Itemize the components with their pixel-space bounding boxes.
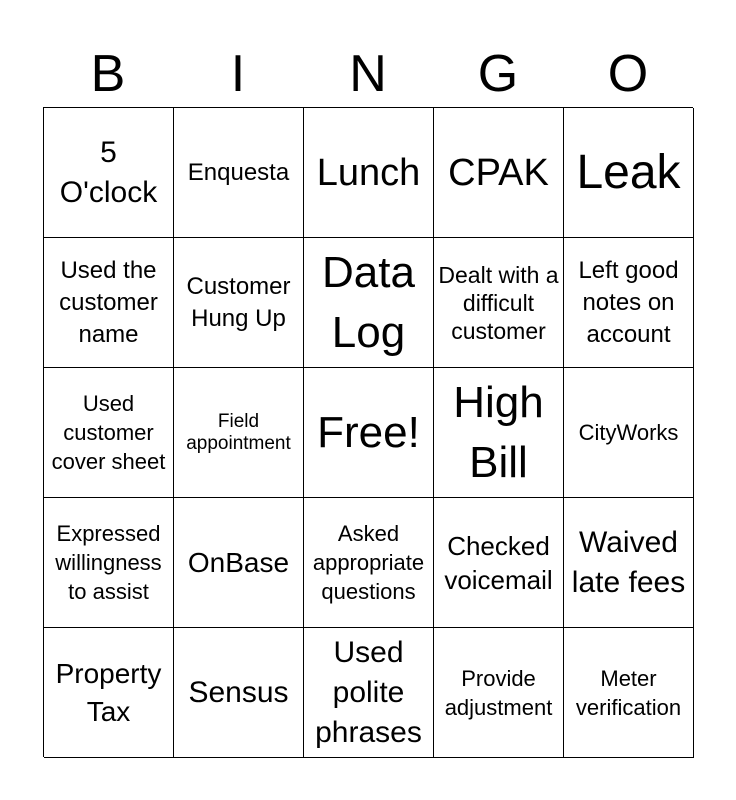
bingo-cell[interactable] [44,238,174,368]
cell-text: Property Tax [55,657,162,727]
bingo-cell[interactable] [434,368,564,498]
header-letter-b: B [90,45,126,103]
cell-text: Enquesta [187,158,290,186]
bingo-cell[interactable] [174,498,304,628]
cell-text: Free! [317,407,420,457]
header-letter-o: O [607,45,649,103]
bingo-cell[interactable] [174,238,304,368]
bingo-cell[interactable] [44,628,174,758]
cell-text: CityWorks [578,420,679,445]
cell-text: Lunch [316,151,421,194]
bingo-cell[interactable] [304,238,434,368]
cell-text: Used polite phrases [315,635,422,749]
cell-text: Asked appropriate questions [312,521,425,604]
cell-text: OnBase [187,546,290,578]
cell-text: Customer Hung Up [186,272,291,332]
cell-text: Field appointment [186,410,291,454]
cell-text: CPAK [448,151,549,194]
cell-text: Provide adjustment [444,665,553,720]
cell-text: Data Log [322,247,415,357]
cell-text: High Bill [453,377,544,487]
cell-text: Waived late fees [571,525,686,599]
bingo-header [43,40,693,108]
cell-text: Left good notes on account [578,256,679,348]
bingo-cell[interactable] [564,368,694,498]
bingo-cell[interactable] [304,108,434,238]
bingo-cell[interactable] [174,628,304,758]
bingo-cell[interactable] [304,368,434,498]
bingo-cell[interactable] [564,628,694,758]
bingo-cell[interactable] [174,108,304,238]
cell-text: Leak [576,145,681,199]
cell-text: 5 O'clock [59,135,158,209]
cell-text: Used the customer name [59,256,158,348]
bingo-cell[interactable] [564,238,694,368]
bingo-cell[interactable] [304,628,434,758]
cell-text: Sensus [188,675,289,709]
bingo-cell[interactable] [174,368,304,498]
header-letter-n: N [349,45,387,103]
bingo-cell[interactable] [44,498,174,628]
header-letter-g: G [477,45,519,103]
cell-text: Meter verification [575,665,682,720]
bingo-cell[interactable] [434,498,564,628]
bingo-cell[interactable] [434,628,564,758]
bingo-cell[interactable] [564,108,694,238]
bingo-cell[interactable] [44,368,174,498]
cell-text: Dealt with a difficult customer [438,261,559,344]
bingo-cell[interactable] [434,238,564,368]
bingo-board [43,107,693,757]
bingo-cell[interactable] [564,498,694,628]
cell-text: Checked voicemail [444,530,553,595]
cell-text: Used customer cover sheet [51,391,166,474]
bingo-cell[interactable] [434,108,564,238]
bingo-cell[interactable] [304,498,434,628]
header-letter-i: I [230,45,246,103]
bingo-cell[interactable] [44,108,174,238]
cell-text: Expressed willingness to assist [55,521,162,604]
